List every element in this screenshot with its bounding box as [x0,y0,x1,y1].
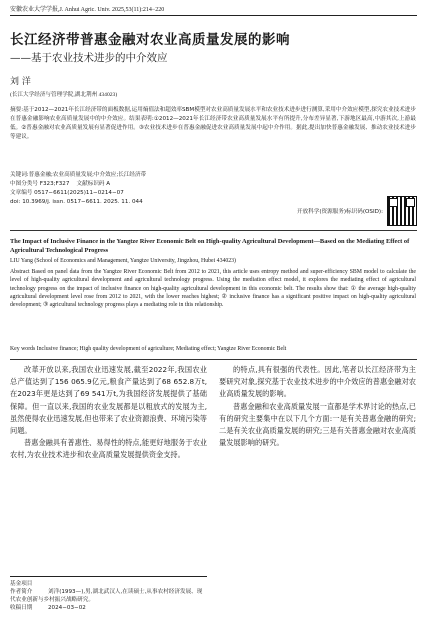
chinese-keywords: 关键词:普惠金融;农业高质量发展;中介效应;长江经济带 [10,172,147,178]
section-divider [10,230,417,231]
author-affiliation: (长江大学经济与管理学院,湖北荆州 434023) [10,92,118,98]
clc-number: 中图分类号 F323;F327 [10,181,70,187]
osid-label: 开放科学(资源服务)标识码(OSID): [296,209,383,215]
author-info-text: 刘洋(1993—),男,湖北武汉人,在读硕士,从事农村经济发展、现代农业创新与乡村振兴战略研究。 [10,589,203,603]
article-metadata [10,180,143,207]
section-divider [10,359,417,360]
received-date: 2024−03−02 [48,605,86,611]
author-info-label: 作者简介 [10,589,33,595]
qr-code-icon[interactable] [387,196,417,226]
body-paragraph: 普惠金融具有普惠性、易得性的特点,能更好地服务于农业农村,为农业技术进步和农业高质量发展提供资金支持。 [10,438,207,460]
body-paragraph: 改革开放以来,我国农业迅速发展,截至2022年,我国农业总产值达到了156 065.9亿元,粮食产量达到了68 652.8万t,在2023年更是达到了69 541万t,为我国经济发展提供了基础保障。但一直以来,我国的农业发展都是以粗放式的发展为主,虽然使得农业迅速发展,但也带来了农业资源浪费、环境污染等问题。 [10,365,207,436]
english-title: The Impact of Inclusive Finance in the Yangtze River Economic Belt on High-quality Agricultural Development—Based on the Mediating Effect of Agricultural Technological Progress [10,238,410,254]
document-code: 文献标识码 A [76,181,111,187]
doi: doi: 10.3969/j. issn. 0517−6611. 2025. 11. 044 [10,199,143,205]
body-column-right [219,364,416,449]
body-paragraph: 的特点,具有很强的代表性。因此,笔者以长江经济带为主要研究对象,探究基于农业技术进步的中介效应的普惠金融对农业高质量发展的影响。 [219,365,416,399]
received-label: 收稿日期 [10,605,33,611]
english-author: LIU Yang (School of Economics and Management, Yangtze University, Jingzhou, Hubei 434023) [10,258,236,264]
footnote [10,576,207,612]
english-keywords: Key words Inclusive finance; High quality development of agriculture; Mediating effect; Yangtze River Economic Belt [10,346,287,352]
journal-citation: 安徽农业大学学报,J. Anhui Agric. Univ. 2025,53(11):214−220 [10,7,165,13]
running-head [10,4,417,16]
author-name: 刘 洋 [10,77,31,87]
body-paragraph: 普惠金融和农业高质量发展一直都是学术界讨论的热点,已有的研究主要集中在以下几个方面:一是有关普惠金融的研究;二是有关农业高质量发展的研究;三是有关普惠金融对农业高质量发展影响的研究。 [219,401,416,448]
english-abstract: Abstract Based on panel data from the Yangtze River Economic Belt from 2012 to 2021, this article uses entropy method and super-efficiency SBM model to calculate the level of high-quality agricultural development and agricultural technology progress. Using the mediation effect model, it explores the mediating effect of agricultural technology progress on the impact of inclusive finance on high-quality agricultural development in this economic belt. The results show that: ① the average high-quality agricultural development level rose from 2012 to 2021, with the lower reaches highest; ② inclusive finance has a significant positive impact on high-quality agricultural development; ③ agricultural technology progress plays a mediating role in this relationship. [10,269,416,309]
article-number: 文章编号 0517−6611(2025)11−0214−07 [10,190,124,196]
paper-title: 长江经济带普惠金融对农业高质量发展的影响 [10,32,290,48]
chinese-abstract: 摘要:基于2012—2021年长江经济带的面板数据,运用熵值法和超效率SBM模型对农业高质量发展水平和农业技术进步进行测算,采用中介效应模型,探究农业技术进步在普惠金融影响农业高质量发展中的中介效应。结果表明:①2012—2021年长江经济带农业高质量发展水平有所提升,分布差异显著,下游地区最高,中游其次,上游最低。②普惠金融对农业高质量发展有显著促进作用。③农业技术进步在普惠金融促进农业高质量发展中起中介作用。据此,提出加快普惠金融发展、推动农业技术进步等建议。 [10,107,416,141]
osid-block [297,196,417,226]
funding-label: 基金项目 [10,581,33,587]
paper-subtitle: ——基于农业技术进步的中介效应 [10,52,168,64]
body-column-left [10,364,207,462]
